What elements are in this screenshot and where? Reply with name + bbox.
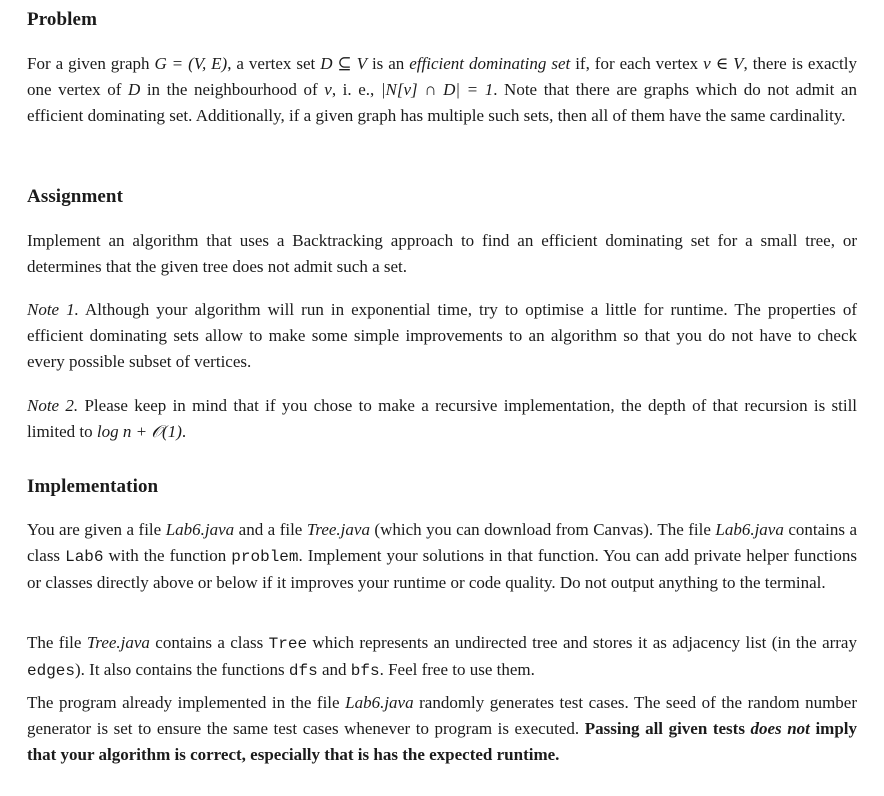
- implementation-paragraph-2: The file Tree.java contains a class Tree which represents an undirected tree and stores it as adjacency list (in the array edges). It also contains the functions dfs and bfs. Feel free to use them.: [27, 633, 857, 680]
- note-1-paragraph: Note 1. Although your algorithm will run in exponential time, try to optimise a little for runtime. The properties of efficient dominating sets allow to make some simple improvements to an algorithm so that you do not have to check every possible subset of vertices.: [27, 300, 858, 371]
- code-dfs: dfs: [288, 662, 318, 680]
- filename-tree: Tree.java: [306, 520, 370, 539]
- assignment-paragraph: Implement an algorithm that uses a Backtracking approach to find an efficient dominating set for a small tree, or determines that the given tree does not admit such a set.: [27, 231, 857, 276]
- heading-assignment: Assignment: [27, 186, 124, 207]
- code-problem: problem: [231, 548, 299, 566]
- term-efficient-dominating-set: efficient dominating set: [409, 54, 571, 73]
- problem-paragraph: For a given graph G = (V, E), a vertex set D ⊆ V is an efficient dominating set if, for each vertex v ∈ V, there is exactly one vertex of D in the neighbourhood of v, i. e., |N[v] ∩ D| = 1. Note that there are graphs which do not admit an efficient dominating set. Additionally, if a given graph has multiple such sets, then all of them have the same cardinality.: [27, 54, 858, 125]
- filename-lab6: Lab6.java: [715, 520, 784, 539]
- warning-bold: Passing all given tests does not imply that your algorithm is correct, especially that is has the expected runtime.: [27, 719, 858, 764]
- heading-problem: Problem: [27, 9, 98, 30]
- math-log-n: log n + 𝒪(1): [96, 422, 182, 441]
- heading-implementation: Implementation: [27, 476, 159, 497]
- math-D: D: [127, 80, 141, 99]
- note-2-paragraph: Note 2. Please keep in mind that if you chose to make a recursive implementation, the depth of that recursion is still limited to log n + 𝒪(1).: [27, 396, 858, 441]
- implementation-paragraph-1: You are given a file Lab6.java and a file Tree.java (which you can download from Canvas). The file Lab6.java contains a class Lab6 with the function problem. Implement your solutions in that function. You can add private helper functions or classes directly above or below if it improves your runtime or code quality. Do not output anything to the terminal.: [27, 520, 858, 592]
- filename-tree: Tree.java: [86, 633, 150, 652]
- math-formula: |N[v] ∩ D| = 1: [380, 80, 494, 99]
- math-subset: D ⊆ V: [320, 54, 367, 73]
- filename-lab6: Lab6.java: [345, 693, 414, 712]
- implementation-paragraph-3: The program already implemented in the file Lab6.java randomly generates test cases. The seed of the random number generator is set to ensure the same test cases whenever to program is executed. Passing all given tests does not imply that your algorithm is correct, especially that is has the expected runtime.: [27, 693, 858, 764]
- note-2-label: Note 2.: [27, 396, 79, 415]
- math-graph: G = (V, E): [154, 54, 228, 73]
- note-1-label: Note 1.: [27, 300, 79, 319]
- math-v: v: [324, 80, 332, 99]
- filename-lab6: Lab6.java: [165, 520, 235, 539]
- code-edges: edges: [27, 662, 76, 680]
- code-lab6: Lab6: [65, 548, 104, 566]
- code-tree: Tree: [268, 635, 308, 653]
- code-bfs: bfs: [350, 662, 380, 680]
- math-v-in-V: v ∈ V: [703, 54, 744, 73]
